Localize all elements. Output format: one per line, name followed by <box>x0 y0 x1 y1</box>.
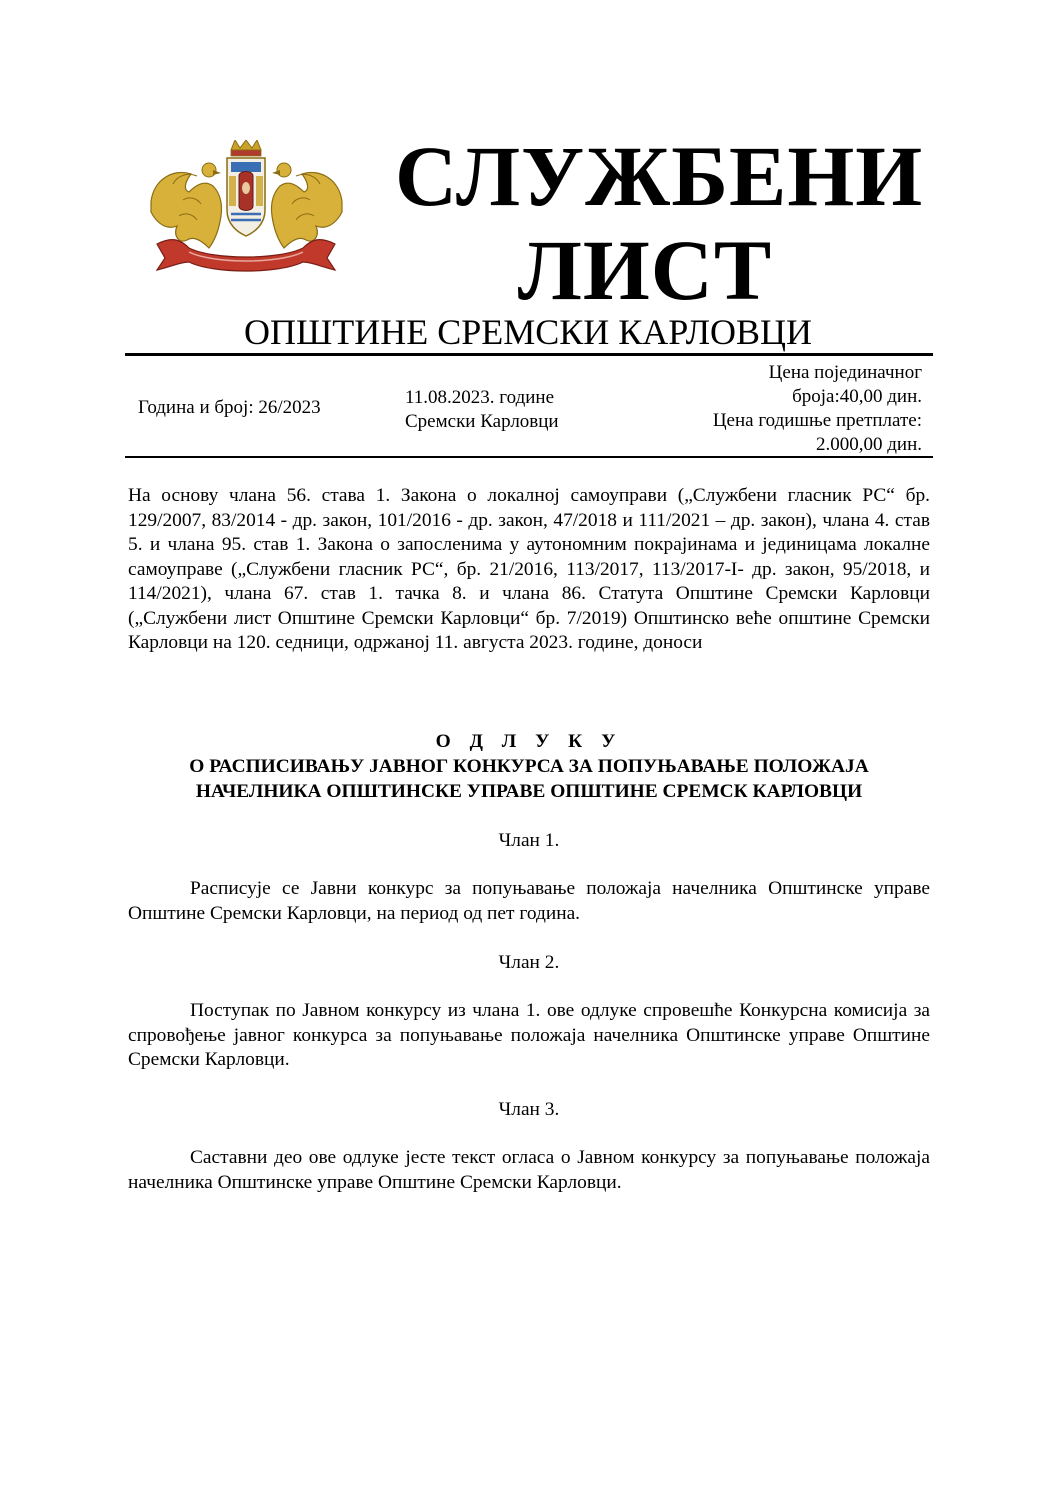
preamble-paragraph: На основу члана 56. става 1. Закона о локалној самоуправи („Службени гласник РС“ бр. 129/2007, 83/2014 - др. закон, 101/2016 - др. закон, 47/2018 и 111/2021 – др. закон), члана 4. став 5. и члана 95. став 1. Закона о запосленима у аутономним покрајинама и јединицама локалне самоуправе („Службени гласник РС“, бр. 21/2016, 113/2017, 113/2017-I- др. закон, 95/2018, и 114/2021), члана 67. став 1. тачка 8. и члана 86. Статута Општине Сремски Карловци („Службени лист Општине Сремски Карловци“ бр. 7/2019) Општинско веће општине Сремски Карловци на 120. седници, одржаној 11. августа 2023. године, доноси <box>128 485 930 653</box>
left-griffin-icon <box>151 163 222 248</box>
article-1-text: Расписује се Јавни конкурс за попуњавање положаја начелника Општинске управе Општине Сремски Карловци, на период од пет година. <box>128 878 930 924</box>
ribbon-icon <box>157 240 335 271</box>
header-divider-bottom <box>125 456 933 458</box>
article-2-text: Поступак по Јавном конкурсу из члана 1. ове одлуке спровешће Конкурсна комисија за спровођење јавног конкурса за попуњавање положаја начелника Општинске управе Општине Сремски Карловци. <box>128 1000 930 1070</box>
article-1-label: Члан 1. <box>498 830 560 851</box>
article-3-label: Члан 3. <box>498 1099 560 1120</box>
decision-title-line-2: НАЧЕЛНИКА ОПШТИНСКЕ УПРАВЕ ОПШТИНЕ СРЕМСК КАРЛОВЦИ <box>195 781 863 802</box>
price-single-value: броја:40,00 дин. <box>792 386 922 407</box>
masthead-subtitle: ОПШТИНЕ СРЕМСКИ КАРЛОВЦИ <box>243 312 813 352</box>
coat-of-arms-icon <box>143 140 350 275</box>
decision-title <box>128 754 930 804</box>
header-divider-top <box>125 353 933 356</box>
issue-date-place <box>405 386 559 434</box>
crown-icon <box>231 140 261 156</box>
price-single-label: Цена појединачног <box>768 362 922 383</box>
article-2-label: Члан 2. <box>498 952 560 973</box>
price-annual-value: 2.000,00 дин. <box>815 434 922 455</box>
masthead-title-line-2: ЛИСТ <box>517 222 773 318</box>
issue-prices <box>640 361 922 457</box>
decision-heading: О Д Л У К У <box>435 731 623 752</box>
issue-date: 11.08.2023. године <box>405 387 555 408</box>
decision-title-line-1: О РАСПИСИВАЊУ ЈАВНОГ КОНКУРСА ЗА ПОПУЊАВАЊЕ ПОЛОЖАЈА <box>189 756 869 777</box>
article-3-text: Саставни део ове одлуке јесте текст огласа о Јавном конкурсу за попуњавање положаја начелника Општинске управе Општине Сремски Карловци. <box>128 1147 930 1193</box>
issue-place: Сремски Карловци <box>405 411 559 432</box>
issue-year-number: Година и број: 26/2023 <box>138 397 321 418</box>
shield-icon <box>227 158 265 236</box>
right-griffin-icon <box>271 163 342 248</box>
price-annual-label: Цена годишње претплате: <box>712 410 922 431</box>
masthead-title-line-1: СЛУЖБЕНИ <box>395 128 924 224</box>
